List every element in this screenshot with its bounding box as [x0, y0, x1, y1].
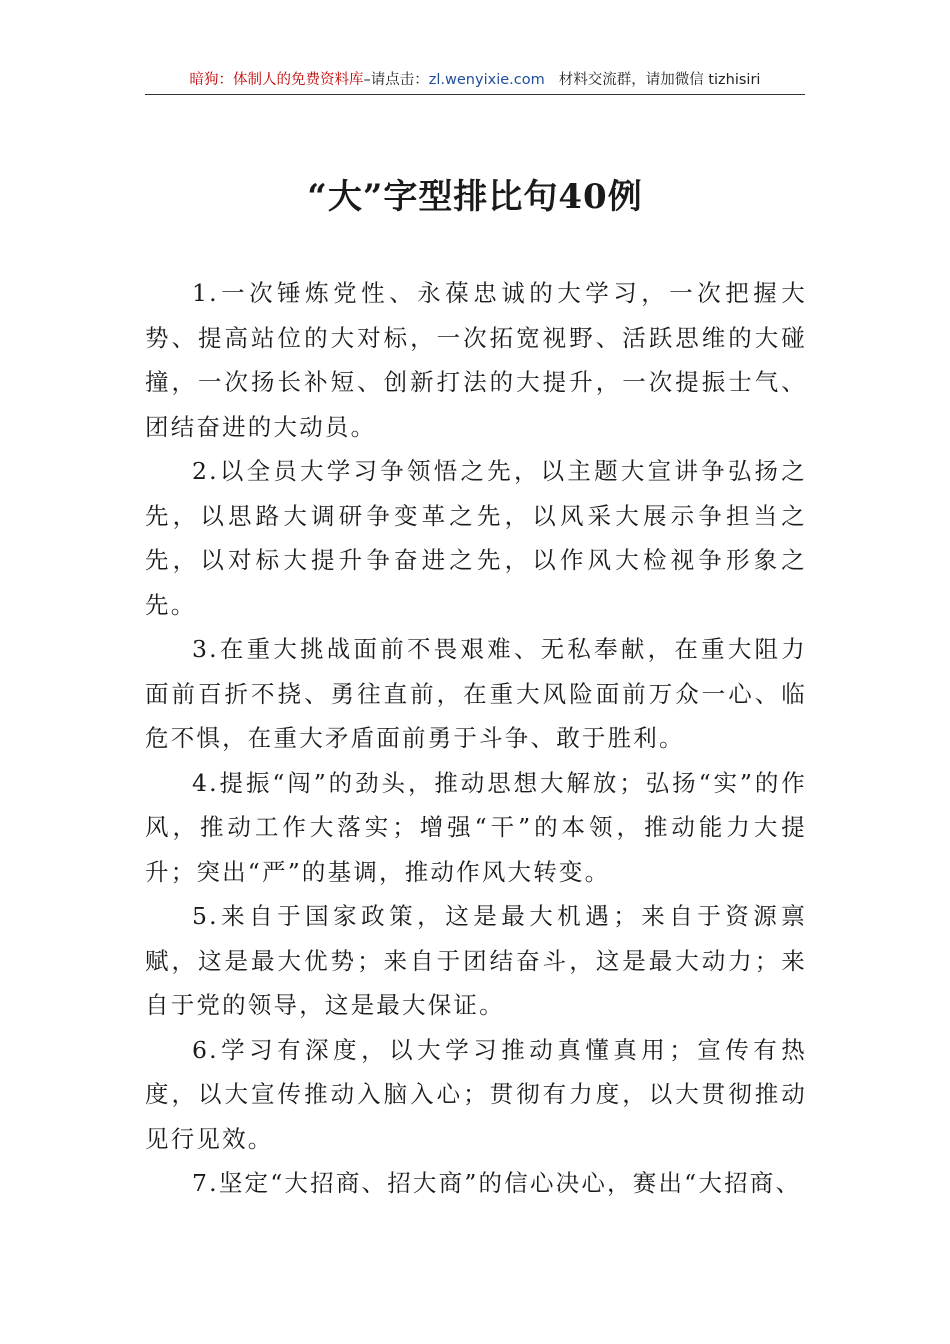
header-brand: 暗狗：体制人的免费资料库 — [189, 72, 364, 88]
page-header — [145, 66, 805, 95]
header-click-prefix: –请点击： — [363, 72, 429, 88]
header-url-link[interactable]: zl.wenyixie.com — [428, 72, 545, 88]
paragraph-2: 2.以全员大学习争领悟之先，以主题大宣讲争弘扬之先，以思路大调研争变革之先，以风采大展示争担当之先，以对标大提升争奋进之先，以作风大检视争形象之先。 — [145, 457, 807, 619]
paragraph-4: 4.提振“闯”的劲头，推动思想大解放；弘扬“实”的作风，推动工作大落实；增强“干”的本领，推动能力大提升；突出“严”的基调，推动作风大转变。 — [145, 768, 807, 886]
header-group-text: 材料交流群，请加微信 tizhisiri — [558, 72, 761, 88]
paragraph-5: 5.来自于国家政策，这是最大机遇；来自于资源禀赋，这是最大优势；来自于团结奋斗，这是最大动力；来自于党的领导，这是最大保证。 — [145, 902, 807, 1019]
document-title: “大”字型排比句40例 — [307, 177, 643, 217]
paragraph-1: 1.一次锤炼党性、永葆忠诚的大学习，一次把握大势、提高站位的大对标，一次拓宽视野、活跃思维的大碰撞，一次扬长补短、创新打法的大提升，一次提振士气、团结奋进的大动员。 — [145, 279, 807, 441]
paragraph-7: 7.坚定“大招商、招大商”的信心决心，赛出“大招商、 — [192, 1169, 802, 1197]
paragraph-6: 6.学习有深度，以大学习推动真懂真用；宣传有热度，以大宣传推动入脑入心；贯彻有力度，以大贯彻推动见行见效。 — [145, 1035, 807, 1153]
paragraph-3: 3.在重大挑战面前不畏艰难、无私奉献，在重大阻力面前百折不挠、勇往直前，在重大风险面前万众一心、临危不惧，在重大矛盾面前勇于斗争、敢于胜利。 — [145, 635, 807, 752]
document-body — [145, 271, 807, 1206]
